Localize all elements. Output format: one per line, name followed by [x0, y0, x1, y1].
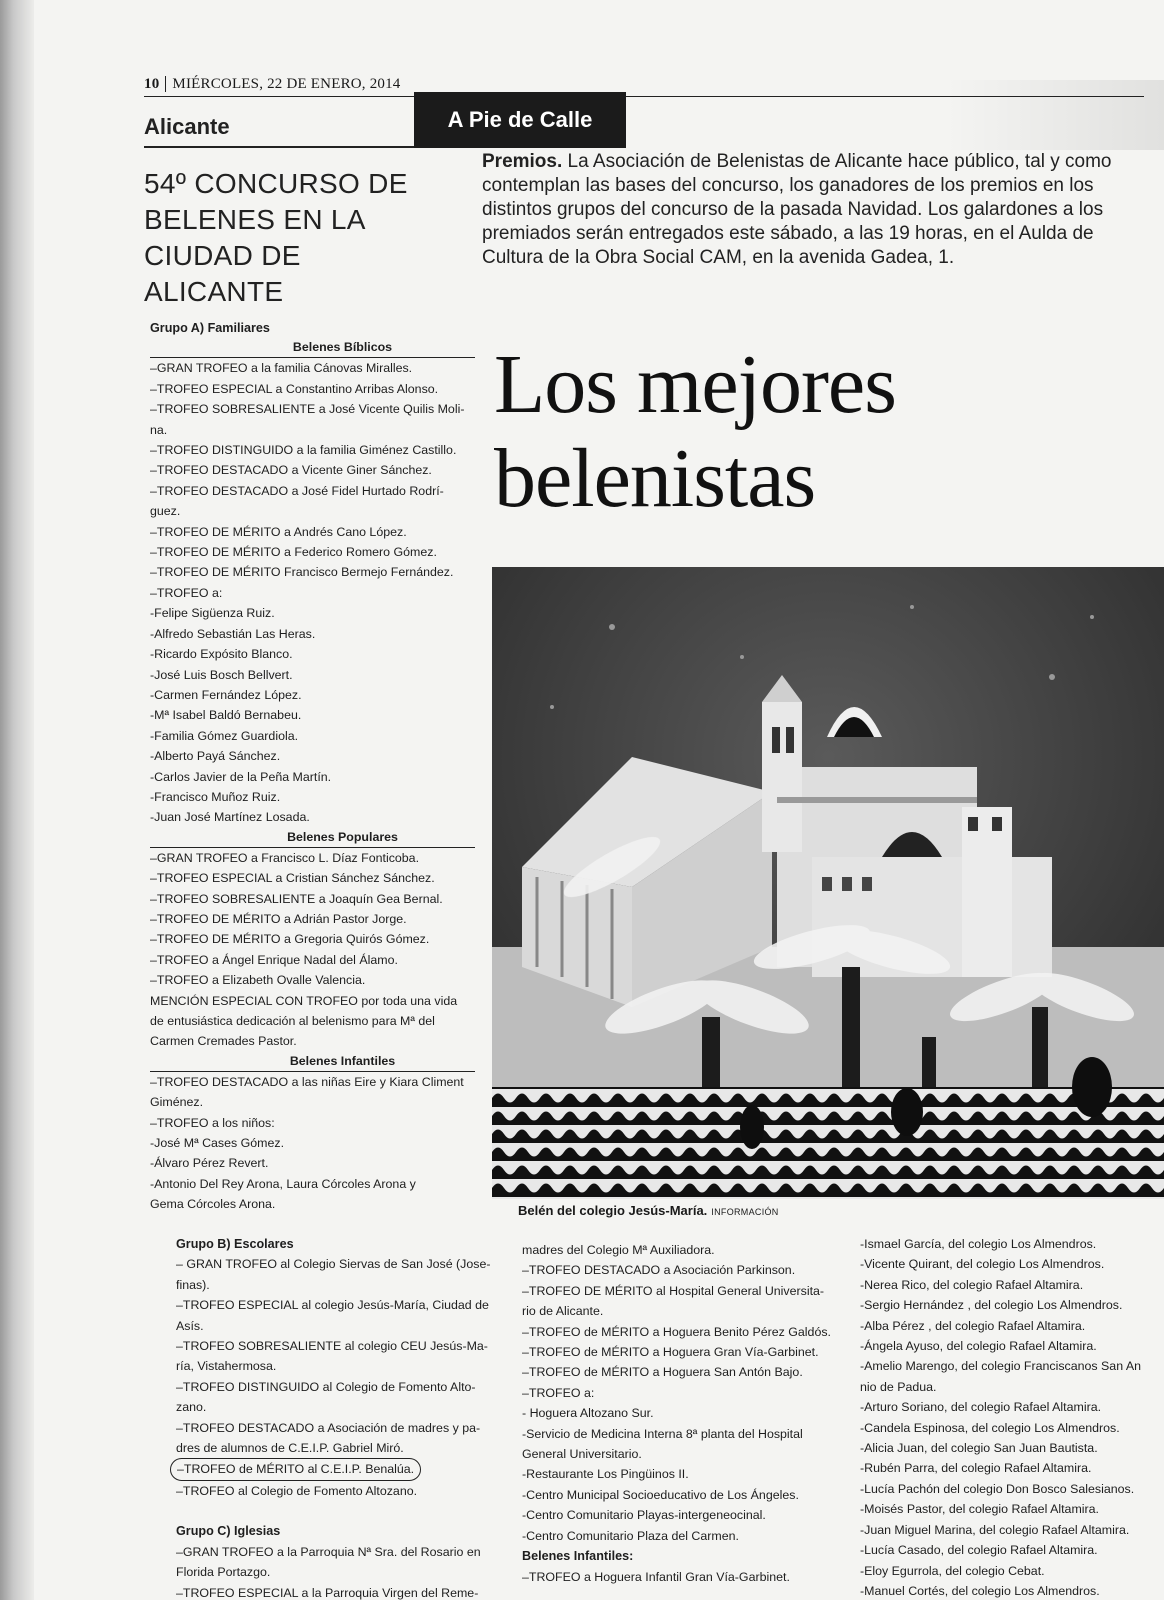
list-item: –TROFEO DE MÉRITO a Andrés Cano López.	[150, 524, 407, 539]
right-list	[860, 1234, 1164, 1600]
list-item: -Mª Isabel Baldó Bernabeu.	[150, 708, 302, 723]
list-item: - Hoguera Altozano Sur.	[522, 1406, 654, 1421]
list-item: -Lucía Casado, del colegio Rafael Altamira.	[860, 1543, 1098, 1558]
list-item: -Candela Espinosa, del colegio Los Almendros.	[860, 1420, 1120, 1435]
list-item: –TROFEO SOBRESALIENTE a Joaquín Gea Bernal.	[150, 891, 443, 906]
list-item: –TROFEO SOBRESALIENTE al colegio CEU Jesús-Ma-	[176, 1339, 488, 1354]
belenes-infantiles-heading: Belenes Infantiles:	[522, 1549, 634, 1564]
list-item: -Moisés Pastor, del colegio Rafael Altamira.	[860, 1502, 1099, 1517]
group-c-heading: Grupo C) Iglesias	[176, 1524, 281, 1539]
middle-list	[522, 1240, 840, 1546]
list-item: –TROFEO de MÉRITO a Hoguera Benito Pérez Galdós.	[522, 1324, 831, 1339]
list-item: Asís.	[176, 1318, 204, 1333]
list-item: –TROFEO a:	[522, 1385, 595, 1400]
section-name: Alicante	[144, 114, 230, 139]
list-item: –TROFEO ESPECIAL al colegio Jesús-María, Ciudad de	[176, 1298, 489, 1313]
list-item: -Amelio Marengo, del colegio Franciscanos San An	[860, 1359, 1142, 1374]
list-item: -Alfredo Sebastián Las Heras.	[150, 626, 316, 641]
issue-date: MIÉRCOLES, 22 DE ENERO, 2014	[172, 76, 401, 92]
list-item: -Carlos Javier de la Peña Martín.	[150, 769, 332, 784]
list-item: –TROFEO DE MÉRITO a Federico Romero Gómez.	[150, 545, 437, 560]
intro-paragraph	[482, 150, 1142, 270]
infantiles-heading: Belenes Infantiles	[150, 1052, 475, 1072]
page-number: 10	[144, 76, 166, 92]
list-item: –TROFEO de MÉRITO a Hoguera Gran Vía-Garbinet.	[522, 1345, 819, 1360]
list-item: dres de alumnos de C.E.I.P. Gabriel Miró.	[176, 1441, 404, 1456]
list-item: nio de Padua.	[860, 1379, 937, 1394]
list-item: -Restaurante Los Pingüinos II.	[522, 1467, 689, 1482]
list-item: –TROFEO DESTACADO a las niñas Eire y Kiara Climent	[150, 1074, 464, 1089]
section-banner: A Pie de Calle	[414, 92, 626, 148]
list-item: -Juan Miguel Marina, del colegio Rafael Altamira.	[860, 1522, 1130, 1537]
intro-lead: Premios.	[482, 151, 563, 172]
list-item: –TROFEO SOBRESALIENTE a José Vicente Quilis Moli-	[150, 402, 465, 417]
list-item: –TROFEO DISTINGUIDO al Colegio de Fomento Alto-	[176, 1379, 476, 1394]
middle-infantiles-list	[522, 1567, 840, 1587]
list-item: -Alberto Payá Sánchez.	[150, 749, 281, 764]
list-item: General Universitario.	[522, 1447, 642, 1462]
list-item: -Familia Gómez Guardiola.	[150, 728, 299, 743]
caption-text: Belén del colegio Jesús-María.	[518, 1203, 708, 1218]
list-item: Carmen Cremades Pastor.	[150, 1034, 297, 1049]
page-fold-shadow	[0, 0, 34, 1600]
list-item: -Centro Comunitario Playas-intergeneocinal.	[522, 1508, 766, 1523]
list-item: -Arturo Soriano, del colegio Rafael Altamira.	[860, 1400, 1102, 1415]
list-item: -Carmen Fernández López.	[150, 687, 302, 702]
list-item: -Centro Comunitario Plaza del Carmen.	[522, 1528, 739, 1543]
photo-credit: INFORMACIÓN	[711, 1207, 779, 1217]
list-item: -Eloy Egurrola, del colegio Cebat.	[860, 1563, 1045, 1578]
list-item: –TROFEO de MÉRITO a Hoguera San Antón Bajo.	[522, 1365, 803, 1380]
list-item: –TROFEO DE MÉRITO a Adrián Pastor Jorge.	[150, 911, 407, 926]
list-item: -Alba Pérez , del colegio Rafael Altamira.	[860, 1318, 1086, 1333]
list-item: zano.	[176, 1400, 207, 1415]
list-item: -Álvaro Pérez Revert.	[150, 1156, 269, 1171]
photo-caption	[518, 1203, 779, 1218]
biblicos-list	[150, 358, 475, 827]
list-item: –TROFEO a Elizabeth Ovalle Valencia.	[150, 973, 366, 988]
column-right	[860, 1234, 1164, 1600]
circled-award: –TROFEO de MÉRITO al C.E.I.P. Benalúa.	[170, 1458, 421, 1480]
list-item: –TROFEO DISTINGUIDO a la familia Giménez Castillo.	[150, 443, 457, 458]
iglesias-list	[176, 1542, 506, 1600]
list-item: -Francisco Muñoz Ruiz.	[150, 789, 281, 804]
list-item: –TROFEO DESTACADO a José Fidel Hurtado Rodrí-	[150, 483, 444, 498]
list-item: rio de Alicante.	[522, 1304, 604, 1319]
populares-heading: Belenes Populares	[150, 828, 475, 848]
list-item: –TROFEO a los niños:	[150, 1115, 275, 1130]
contest-title: 54º CONCURSO DE BELENES EN LA CIUDAD DE ALICANTE	[144, 168, 408, 307]
list-item: –TROFEO a Hoguera Infantil Gran Vía-Garbinet.	[522, 1569, 790, 1584]
list-item: –TROFEO DE MÉRITO al Hospital General Universita-	[522, 1283, 825, 1298]
list-item: Giménez.	[150, 1095, 204, 1110]
headline-line-1: Los mejores	[494, 338, 896, 431]
list-item: -Manuel Cortés, del colegio Los Almendros.	[860, 1583, 1100, 1598]
list-item: Gema Córcoles Arona.	[150, 1197, 276, 1212]
list-item: –TROFEO DESTACADO a Asociación de madres y pa-	[176, 1420, 481, 1435]
list-item: –TROFEO DESTACADO a Vicente Giner Sánchez.	[150, 463, 432, 478]
headline-line-2: belenistas	[494, 432, 816, 525]
list-item: –GRAN TROFEO a la familia Cánovas Miralles.	[150, 361, 413, 376]
list-item: -Centro Municipal Socioeducativo de Los Ángeles.	[522, 1487, 799, 1502]
list-item: guez.	[150, 504, 181, 519]
list-item: –GRAN TROFEO a la Parroquia Nª Sra. del Rosario en	[176, 1544, 481, 1559]
list-item: -Sergio Hernández , del colegio Los Almendros.	[860, 1298, 1123, 1313]
list-item: -Rubén Parra, del colegio Rafael Altamira.	[860, 1461, 1092, 1476]
group-b-heading: Grupo B) Escolares	[176, 1237, 294, 1251]
list-item: –TROFEO DESTACADO a Asociación Parkinson.	[522, 1263, 796, 1278]
list-item: –TROFEO ESPECIAL a Cristian Sánchez Sánchez.	[150, 871, 435, 886]
column-middle	[522, 1240, 840, 1587]
nativity-photo	[492, 567, 1164, 1199]
list-item: ría, Vistahermosa.	[176, 1359, 277, 1374]
headline	[494, 338, 1154, 526]
list-item: –TROFEO a:	[150, 585, 223, 600]
list-item: de entusiástica dedicación al belenismo para Mª del	[150, 1014, 435, 1028]
list-item: –TROFEO a Ángel Enrique Nadal del Álamo.	[150, 952, 398, 967]
infantiles-list	[150, 1072, 475, 1215]
column-group-b	[176, 1234, 506, 1600]
list-item: Florida Portazgo.	[176, 1565, 271, 1580]
list-item: -Antonio Del Rey Arona, Laura Córcoles Arona y	[150, 1176, 416, 1191]
list-item: -Alicia Juan, del colegio San Juan Bautista.	[860, 1441, 1098, 1456]
list-item: finas).	[176, 1277, 210, 1292]
list-item: –TROFEO ESPECIAL a Constantino Arribas Alonso.	[150, 381, 439, 396]
escolares-list	[176, 1254, 506, 1458]
list-item: -Lucía Pachón del colegio Don Bosco Salesianos.	[860, 1481, 1135, 1496]
section-rule	[144, 146, 414, 148]
list-item: -José Mª Cases Gómez.	[150, 1136, 285, 1151]
list-item: -Servicio de Medicina Interna 8ª planta del Hospital	[522, 1426, 803, 1441]
list-item: -Nerea Rico, del colegio Rafael Altamira.	[860, 1277, 1084, 1292]
list-item: -Ángela Ayuso, del colegio Rafael Altamira.	[860, 1339, 1097, 1354]
list-item: MENCIÓN ESPECIAL CON TROFEO por toda una vida	[150, 993, 458, 1008]
list-item: –TROFEO ESPECIAL a la Parroquia Virgen del Reme-	[176, 1585, 479, 1600]
list-item: -José Luis Bosch Bellvert.	[150, 667, 293, 682]
bleed-through-text	[660, 96, 1130, 136]
list-item: –GRAN TROFEO a Francisco L. Díaz Fonticoba.	[150, 850, 420, 865]
list-item: – GRAN TROFEO al Colegio Siervas de San José (Jose-	[176, 1257, 491, 1272]
list-item: -Ricardo Expósito Blanco.	[150, 647, 293, 662]
list-item: -Juan José Martínez Losada.	[150, 810, 310, 825]
list-item: –TROFEO DE MÉRITO a Gregoria Quirós Gómez.	[150, 932, 430, 947]
intro-text: La Asociación de Belenistas de Alicante hace público, tal y como contemplan las bases del concurso, los ganadores de los premios en los distintos grupos del concurso de la pasada Navidad. Los galardones a los premiados serán entregados este sábado, a las 19 horas, en el Aulda de Cultura de la Obra Social CAM, en la avenida Gadea, 1.	[482, 151, 1112, 268]
list-item: -Felipe Sigüenza Ruiz.	[150, 606, 275, 621]
dateline	[144, 76, 401, 93]
biblicos-heading: Belenes Bíblicos	[150, 338, 475, 358]
list-item: –TROFEO al Colegio de Fomento Altozano.	[176, 1483, 418, 1498]
list-item: na.	[150, 422, 168, 437]
group-a-heading: Grupo A) Familiares	[150, 321, 270, 335]
list-item: -Ismael García, del colegio Los Almendros.	[860, 1237, 1097, 1251]
list-item: -Vicente Quirant, del colegio Los Almendros.	[860, 1257, 1105, 1272]
list-item: madres del Colegio Mª Auxiliadora.	[522, 1243, 715, 1257]
populares-list	[150, 848, 475, 1052]
list-item: –TROFEO DE MÉRITO Francisco Bermejo Fernández.	[150, 565, 454, 580]
column-group-a	[150, 318, 475, 1215]
